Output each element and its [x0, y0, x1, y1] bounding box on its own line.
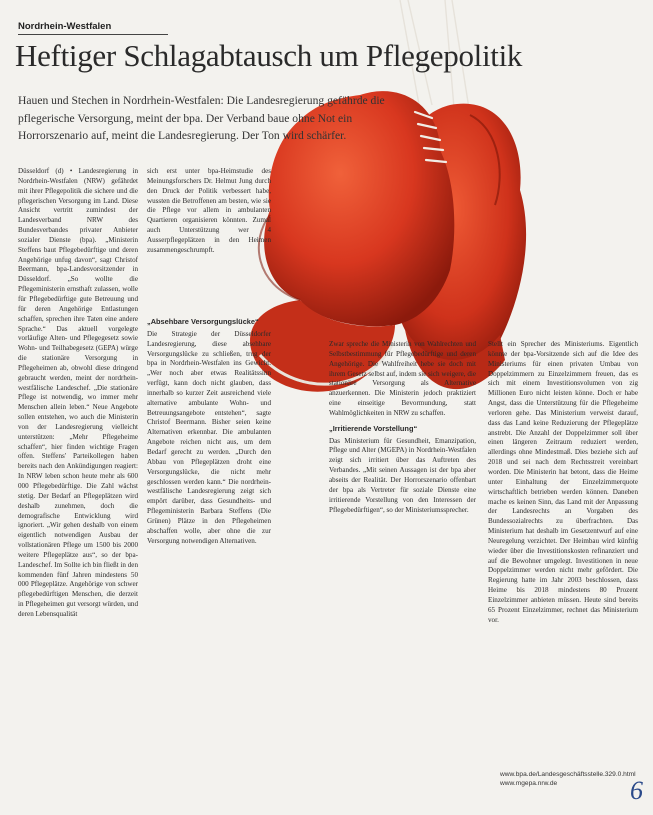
body-column-1: [18, 167, 138, 802]
body-column-3: [329, 340, 476, 800]
section-kicker: Nordrhein-Westfalen: [18, 21, 112, 32]
lead-paragraph: Hauen und Stechen in Nordrhein-Westfalen: Die Landesregierung gefährde die pflegerische Versorgung, meint der bpa. Der Verband baue ohne Not ein Horrorszenario auf, meint die Landesregierung. Der Ton wird schärfer.: [18, 94, 385, 142]
footer-link-mgepa[interactable]: www.mgepa.nrw.de: [500, 780, 558, 787]
page-number: 6: [630, 776, 643, 805]
body-column-2-bottom: [147, 312, 271, 712]
body-text: Zwar spreche die Ministerin von Wahlrechten und Selbstbestimmung für Pflegebedürftige und deren Angehörige. Die Wahlfreiheit hebe sie doch mit ihrem Gesetz selbst auf, indem sie sich weigere, die stationäre Versorgung als Alternative anzuerkennen. Die Ministerin jedoch praktiziert eine einseitige Bevormundung, statt Wahlmöglichkeiten in NRW zu schaffen.: [329, 340, 476, 417]
body-text: Das Ministerium für Gesundheit, Emanzipation, Pflege und Alter (MGEPA) in Nordrhein-Westfalen zeigt sich irritiert über das Auftreten des Verbandes. „Mit seinen Aussagen ist der bpa aber abseits der Realität. Der Horrorszenario offenbart der bpa als Vertreter für soziale Dienste eine irritierende Vorstellung von den Interessen der Pflegebedürftigen“, so der Ministeriumssprecher.: [329, 436, 476, 514]
body-column-4: [488, 340, 638, 750]
subheading: „Irritierende Vorstellung“: [329, 423, 418, 433]
footer-link-bpa[interactable]: www.bpa.de/Landesgeschäftsstelle.329.0.html: [500, 771, 636, 778]
footer-links: [500, 770, 650, 788]
headline: Heftiger Schlagabtausch um Pflegepolitik: [15, 38, 523, 73]
body-column-2-top: [147, 167, 271, 312]
subheading: „Absehbare Versorgungslücke“: [147, 317, 259, 326]
body-text: sich erst unter bpa-Heimstudie des Meinungsforschers Dr. Helmut Jung durch den Druck der Politik verbessert habe, wussten die Betroffenen am besten, wie sie die Pflege vor allem in ambulanten Quartieren organisieren könnten. Zumal auch Unterstützung wer 4 Ausserpflegeplätzen in den Heimen zusammengeschrumpft.: [147, 167, 271, 254]
body-text: Stellt ein Sprecher des Ministeriums. Eigentlich könnte der bpa-Vorsitzende sich auf die Idee des Ministeriums für einen privaten Umbau von Doppelzimmern zu Einzelzimmern freuen, das es sich mit einem Investitionsvolumen von zig Millionen Euro nicht leisten könne. Doch er habe Angst, dass die Unterstützung für die Pflegeheime verloren gehe. Das Ministerium verweist darauf, dass das Land keine Reduzierung der Pflegeplätze anstrebt. Die Anzahl der Doppelzimmer soll über einen längeren Zeitraum reduziert werden, allerdings ohne Mindestmaß. Dies beziehe sich auf 2018 und sei nach dem Rechtsstreit vereinbart worden. Die Ministerin hat betont, dass die Heime unter Einhaltung der Einzelzimmerquote wirtschaftlich betrieben werden können. Daneben mache es keinen Sinn, das Land mit der Anpassung der Landesrechts an Vorgaben des Bundessozialrechts zu überfrachten. Das Ministerium hat deshalb im Gesetzentwurf auf eine Neuregelung verzichtet. Der Heimbau wird künftig wieder über die Investitionskosten refinanziert und auf die Bewohner umgelegt. Investitionen in neue Doppelzimmer werden nicht mehr gefördert. Die Regierung hatte im Jahr 2003 beschlossen, dass Heime bis 2018 mindestens 80 Prozent Einzelzimmer anbieten müssen. Heute sind bereits 65 Prozent Einzelzimmer, rechnet das Ministerium vor.: [488, 340, 638, 624]
body-text: Düsseldorf (d) • Landesregierung in Nordrhein-Westfalen (NRW) gefährdet mit ihrer Pflegepolitik die sichere und die pflegerischen Versorgung im Land. Diese Ansicht vertritt zumindest der Landesverband NRW des Bundesverbandes privater Anbieter sozialer Dienste (bpa). „Ministerin Steffens baut Pflegebedürftige und deren Angehörige unfug davon“, sagt Christof Beermann, bpa-Landesvorsitzender in Düsseldorf. „So wollte die Pflegeministerin ernsthaft zulassen, wolle für Pflegebedürftige gute Betreuung und für deren Angehörige Entlastungen schaffen, sprechen ihre Taten eine andere Sprache.“ Das aktuell vorgelegte vorläufige Alten- und Pflegegesetz sowie Wohn- und Teilhabegesetz (GEPA) würge die stationäre Versorgung in Pflegeheimen ab, obwohl diese dringend gebraucht werden, meint der nordrhein-westfälische Landeschef. „Die stationäre Pflege ist notwendig, wo immer mehr Menschen allein leben.“ Neue Angebote sollen entstehen, wo auch die Ministerin von der Landesregierung vielleicht unterstützen: „Mehr Pflegeheime schaffen“, hier finden wichtige Fragen offen. Steffens' Parteikollegen haben bereits nach den Ankündigungen reagiert: In NRW leben schon heute mehr als 600 000 Pflegebedürftige. Die Zahl wächst stetig. Der Bedarf an Pflegeplätzen wird deshalb zunehmen, doch die demografische Entwicklung wird ignoriert. „Wir gehen deshalb von einem eigentlich notwendigen Ausbau der vollstationären Pflege um 1500 bis 2000 weitere Pflegeplätze aus“, so der bpa-Landeschef. Im Sollte ich bin fließt in den kommenden fünf Jahren mindestens 50 000 Pflegeplätze. Angehörige von schwer pflegebedürftigen Menschen, die derzeit in Pflegeheimen gut versorgt würden, und deren Lebensqualität: [18, 167, 138, 618]
kicker-rule: [18, 34, 168, 35]
body-text: Die Strategie der Düsseldorfer Landesregierung, diese absehbare Versorgungslücke zu schließen, trug der bpa in Nordrhein-Westfalen ins Gewicht. „Wer noch aber etwas Realitätssinn verfügt, kann doch nicht glauben, dass innerhalb so kurzer Zeit ausreichend viele alternative ambulante Wohn- und Betreuungsangebote entstehen“, sagte Christof Beermann. Bisher seien keine Alternativen erkennbar. Die ambulanten Angebote reichen nicht aus, um dem Bedarf gerecht zu werden. „Durch den Abbau von Pflegeplätzen droht eine Versorgungslücke, die nicht mehr geschlossen werden kann.“ Die nordrhein-westfälische Landesregierung zeigt sich empört darüber, dass Gesundheits- und Pflegeministerin Barbara Steffens (Die Grünen) Plätze in den Pflegeheimen abschaffen wolle, aber ohne die zur Versorgung notwendigen Alternativen.: [147, 329, 271, 545]
